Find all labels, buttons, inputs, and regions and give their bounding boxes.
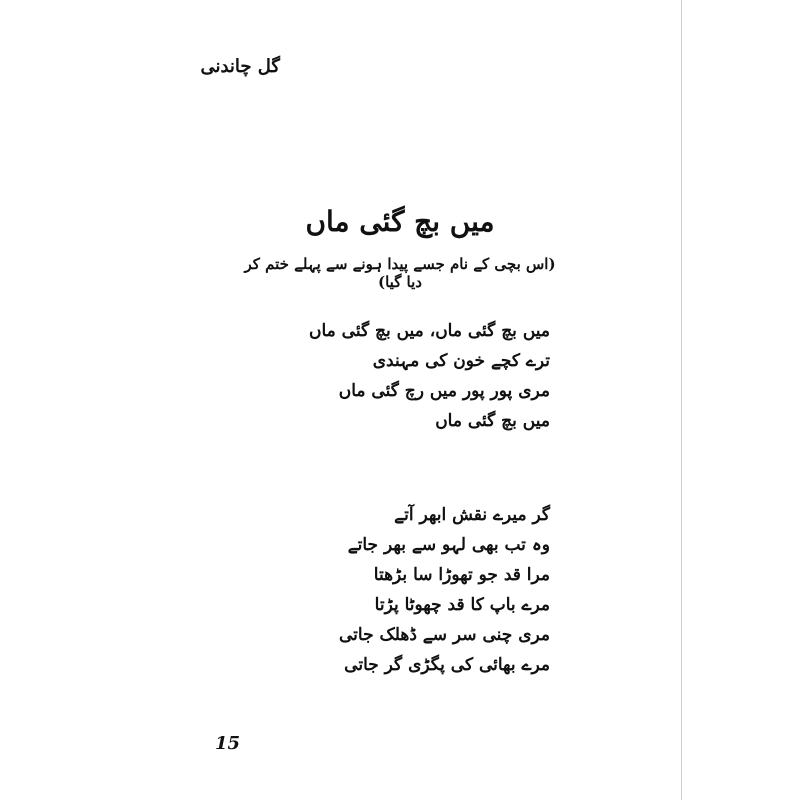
verse-line: گر میرے نقش ابھر آتے xyxy=(394,505,550,525)
page-edge-divider xyxy=(681,0,682,800)
verse-line: مری چنی سر سے ڈھلک جاتی xyxy=(339,625,550,645)
verse-line: مرا قد جو تھوڑا سا بڑھتا xyxy=(373,565,550,585)
page-number: 15 xyxy=(215,733,241,754)
verse-line: مری پور پور میں رچ گئی ماں xyxy=(338,381,550,401)
verse-line: مرے بھائی کی پگڑی گر جاتی xyxy=(344,655,550,675)
stanza-1 xyxy=(300,316,550,436)
verse-line: میں بچ گئی ماں، میں بچ گئی ماں xyxy=(308,321,550,341)
poem-title: میں بچ گئی ماں xyxy=(305,205,495,238)
verse-line: ترے کچے خون کی مہندی xyxy=(372,351,550,371)
verse-line: میں بچ گئی ماں xyxy=(435,411,550,431)
running-header: گل چاندنی xyxy=(200,56,280,77)
poem-subtitle: (اس بچی کے نام جسے پیدا ہونے سے پہلے ختم کر دیا گیا) xyxy=(244,255,556,291)
verse-line: مرے باپ کا قد چھوٹا پڑتا xyxy=(374,595,550,615)
stanza-2 xyxy=(300,500,550,680)
verse-line: وہ تب بھی لہو سے بھر جاتے xyxy=(347,535,550,555)
